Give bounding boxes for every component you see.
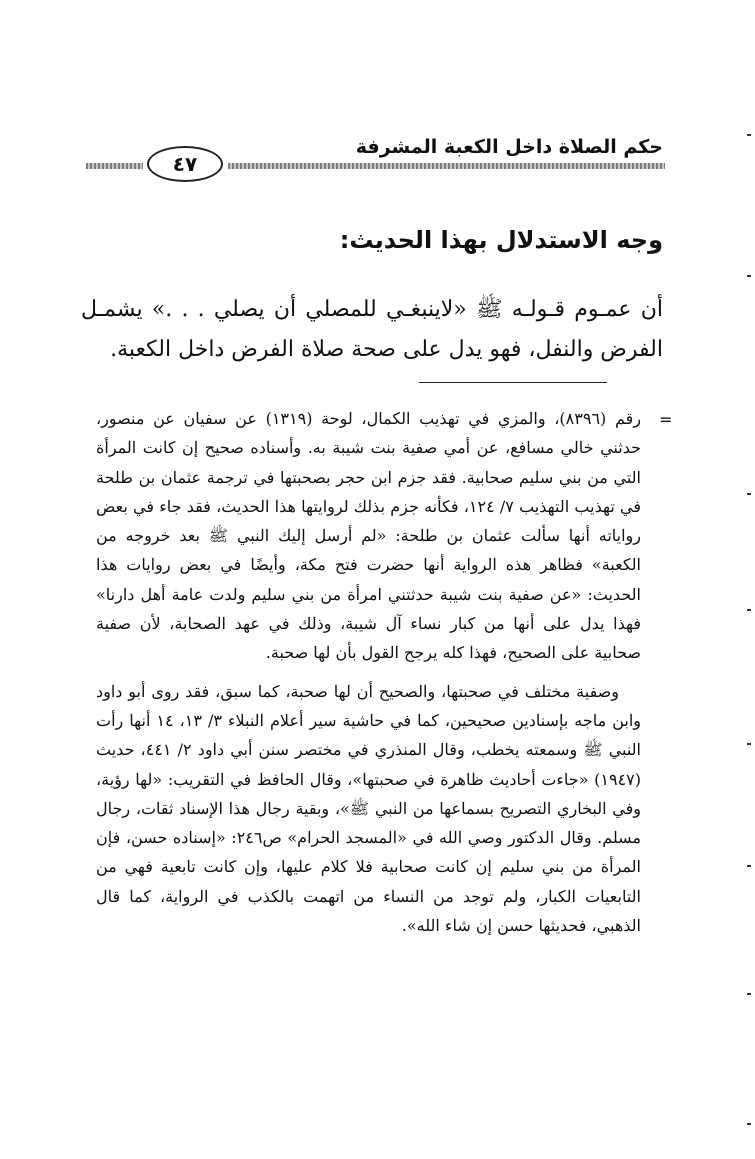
edge-speck	[747, 134, 751, 136]
header-rule-right	[228, 163, 665, 169]
section-heading: وجه الاستدلال بهذا الحديث:	[339, 226, 663, 254]
main-paragraph: أن عمـوم قـولـه ﷺ «لاينبغـي للمصلي أن يصلي . . .» يشمـل الفرض والنفل، فهو يدل على صحة صلاة الفرض داخل الكعبة.	[81, 297, 663, 362]
edge-speck	[747, 993, 751, 995]
edge-speck	[747, 1123, 751, 1125]
header-rule-left	[86, 163, 143, 169]
footnote-continuation-mark: =	[659, 410, 673, 429]
page-number: ٤٧	[147, 146, 223, 182]
running-title: حكم الصلاة داخل الكعبة المشرفة	[355, 136, 663, 158]
footnote-paragraph: رقم (٨٣٩٦)، والمزي في تهذيب الكمال، لوحة (١٣١٩) عن سفيان عن منصور، حدثني خالي مسافع، عن أمي صفية بنت شيبة به. وأسناده صحيح إن كانت المرأة التي من بني سليم صحابية. فقد جزم ابن حجر بصحبتها في ترجمة عثمان بن طلحة في تهذيب التهذيب ٧/ ١٢٤، فكأنه جزم بذلك لروايتها هذا الحديث، فقد جاء في بعض رواياته أنها سألت عثمان بن طلحة: «لم أرسل إليك النبي ﷺ بعد خروجه من الكعبة» فظاهر هذه الرواية أنها حضرت فتح مكة، وأيضًا في بعض روايات هذا الحديث: «عن صفية بنت شيبة حدثتني امرأة من بني سليم ولدت عامة أهل دارنا» فهذا يدل على أنها من كبار نساء آل شيبة، وذلك في عهد الصحابة، لأن صفية صحابية على الصحيح، فهذا كله يرجح القول بأن لها صحبة.	[96, 409, 642, 663]
edge-speck	[747, 275, 751, 277]
footnote-paragraph: وصفية مختلف في صحبتها، والصحيح أن لها صحبة، كما سبق، فقد روى أبو داود وابن ماجه بإسنادين صحيحين، كما في حاشية سير أعلام النبلاء ٣/ ١٣، ١٤ أنها رأت النبي ﷺ وسمعته يخطب، وقال المنذري في مختصر سنن أبي داود ٢/ ٤٤١، حديث (١٩٤٧) «جاءت أحاديث ظاهرة في صحبتها»، وقال الحافظ في التقريب: «لها رؤية، وفي البخاري التصريح بسماعها من النبي ﷺ»، وبقية رجال هذا الإسناد ثقات، رجال مسلم. وقال الدكتور وصي الله في «المسجد الحرام» ص٢٤٦: «إسناده حسن، فإن المرأة من بني سليم إن كانت صحابية فلا كلام عليها، وإن كانت تابعية فهي من التابعيات الكبار، ولم توجد من النساء من اتهمت بالكذب في الرواية، كما قال الذهبي، فحديثها حسن إن شاء الله».	[96, 681, 642, 936]
footnote-divider	[419, 382, 607, 383]
edge-speck	[747, 609, 751, 611]
edge-speck	[747, 865, 751, 867]
edge-speck	[747, 493, 751, 495]
footnote	[96, 404, 641, 940]
edge-speck	[747, 743, 751, 745]
